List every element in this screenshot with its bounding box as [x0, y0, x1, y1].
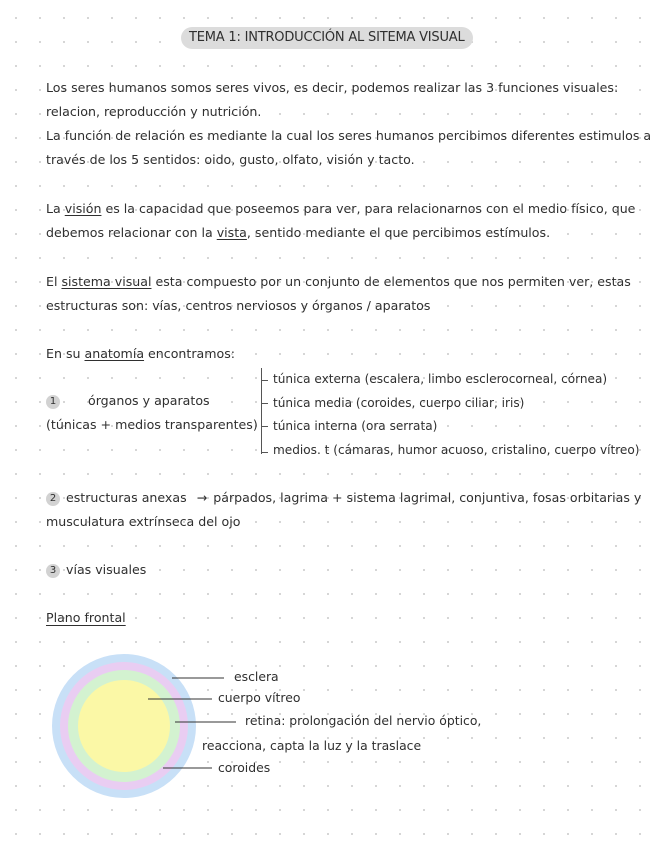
item3-label: vías visuales: [66, 562, 147, 577]
item3-number-badge: 3: [46, 564, 60, 578]
vista-term: vista: [216, 225, 247, 240]
vision-term: visión: [64, 201, 102, 216]
vista-pre: debemos relacionar con la: [46, 225, 217, 240]
label-retina-2: reacciona, capta la luz y la traslace: [202, 738, 422, 753]
intro-line-3: La función de relación es mediante la cual los seres humanos percibimos diferentes estimulos a: [46, 128, 652, 143]
item1-sublabel: (túnicas + medios transparentes): [46, 417, 258, 432]
item2-detail: párpados, lagrima + sistema lagrimal, conjuntiva, fosas orbitarias y: [213, 490, 642, 505]
subitem-medios: medios. t (cámaras, humor acuoso, cristalino, cuerpo vítreo): [273, 442, 640, 457]
arrow-icon: →: [196, 490, 208, 505]
item1-label: órganos y aparatos: [88, 393, 210, 408]
item2-line-2: musculatura extrínseca del ojo: [46, 514, 241, 529]
page-title: TEMA 1: INTRODUCCIÓN AL SITEMA VISUAL: [181, 27, 473, 49]
label-cuerpo-vitreo: cuerpo vítreo: [218, 690, 301, 705]
item1-number-badge: 1: [46, 395, 60, 409]
anatomia-pre: En su: [46, 346, 85, 361]
vista-post: , sentido mediante el que percibimos estímulos.: [246, 225, 551, 240]
subitem-tunica-externa: túnica externa (escalera, limbo esclerocorneal, córnea): [273, 372, 608, 386]
plano-heading: Plano frontal: [46, 610, 126, 625]
subitem-tunica-media: túnica media (coroides, cuerpo ciliar, iris): [273, 395, 525, 410]
intro-line-4: través de los 5 sentidos: oido, gusto, olfato, visión y tacto.: [46, 152, 415, 167]
vision-post: es la capacidad que poseemos para ver, para relacionarnos con el medio físico, que: [101, 201, 636, 216]
subitem-tunica-interna: túnica interna (ora serrata): [273, 419, 438, 433]
sistema-pre: El: [46, 274, 62, 289]
sistema-term: sistema visual: [61, 274, 152, 289]
intro-line-2: relacion, reproducción y nutrición.: [46, 104, 262, 119]
anatomia-post: encontramos:: [144, 346, 236, 361]
sistema-post: esta compuesto por un conjunto de elementos que nos permiten ver, estas: [151, 274, 631, 289]
vision-pre: La: [46, 201, 65, 216]
sistema-line-2: estructuras son: vías, centros nerviosos y órganos / aparatos: [46, 298, 431, 313]
anatomia-term: anatomía: [84, 346, 145, 361]
label-retina: retina: prolongación del nervio óptico,: [245, 713, 482, 728]
label-coroides: coroides: [218, 760, 271, 775]
item2-number-badge: 2: [46, 492, 60, 506]
item2-label: estructuras anexas: [66, 490, 187, 505]
intro-line-1: Los seres humanos somos seres vivos, es decir, podemos realizar las 3 funciones visuales:: [46, 80, 619, 95]
label-esclera: esclera: [234, 669, 279, 684]
